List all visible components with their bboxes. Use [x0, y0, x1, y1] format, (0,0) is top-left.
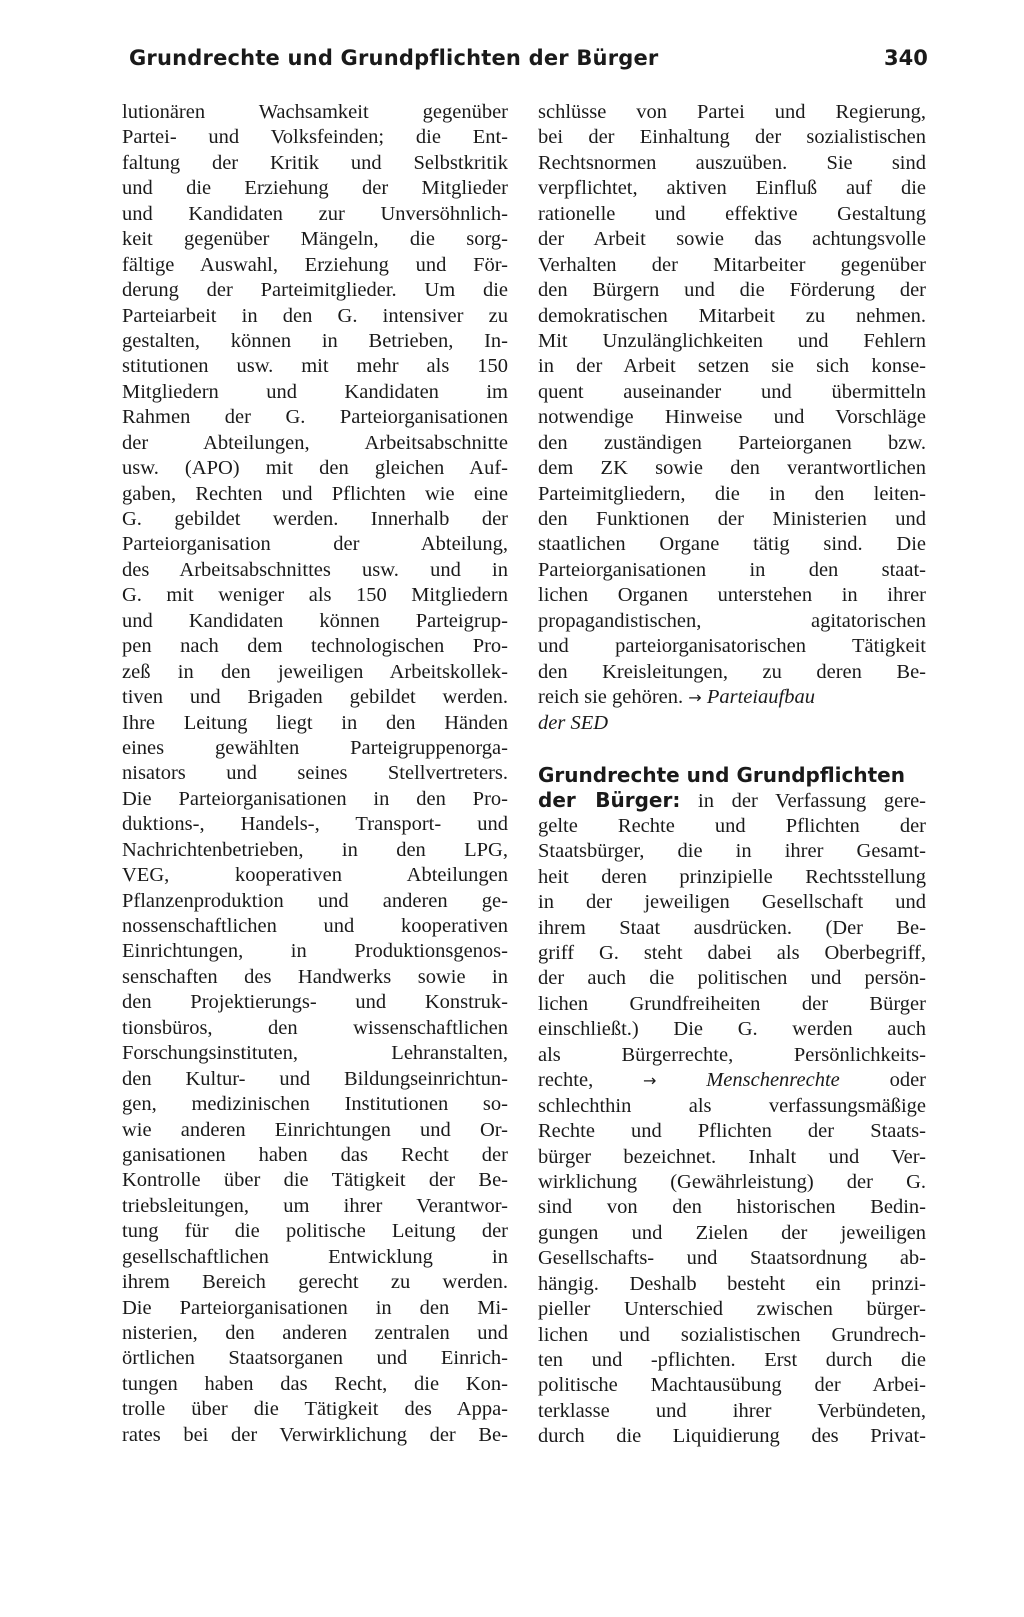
running-title: Grundrechte und Grundpflichten der Bürger [129, 46, 659, 70]
text-line: demokratischen Mitarbeit zu nehmen. [538, 304, 926, 327]
text-line: gelte Rechte und Pflichten der [538, 814, 926, 837]
crossref-suffix: oder [889, 1069, 926, 1092]
text-line: der Abteilungen, Arbeitsabschnitte [122, 431, 508, 454]
text-line: den Bürgern und die Förderung der [538, 279, 926, 302]
text-line: des Arbeitsabschnittes usw. und in [122, 558, 508, 581]
entry-separator [538, 736, 926, 763]
text-line: heit deren prinzipielle Rechtsstellung [538, 865, 926, 888]
text-line: lutionären Wachsamkeit gegenüber [122, 101, 508, 123]
text-line: den Kreisleitungen, zu deren Be- [538, 660, 926, 683]
text-line: bürger bezeichnet. Inhalt und Ver- [538, 1145, 926, 1168]
text-line: stitutionen usw. mit mehr als 150 [122, 355, 508, 378]
text-line: Staatsbürger, die in ihrer Gesamt- [538, 840, 926, 863]
text-line: der Arbeit sowie das achtungsvolle [538, 228, 926, 251]
text-line: und die Erziehung der Mitglieder [122, 177, 508, 200]
text-line: terklasse und ihrer Verbündeten, [538, 1399, 926, 1422]
text-line: tungen haben das Recht, die Kon- [122, 1372, 508, 1395]
text-line: und parteiorganisatorischen Tätigkeit [538, 635, 926, 658]
text-line: senschaften des Handwerks sowie in [122, 965, 508, 988]
text-line: tiven und Brigaden gebildet werden. [122, 686, 508, 709]
text-line: Die Parteiorganisationen in den Pro- [122, 787, 508, 810]
text-line: einschließt.) Die G. werden auch [538, 1018, 926, 1041]
text-line: sind von den historischen Bedin- [538, 1196, 926, 1219]
entry-definition-start: in der Verfassung gere- [698, 790, 927, 813]
text-line: VEG, kooperativen Abteilungen [122, 864, 508, 887]
text-line: quent auseinander und übermitteln [538, 380, 926, 403]
crossref-term-parteiaufbau[interactable]: Parteiaufbau [706, 686, 815, 709]
text-line: eines gewählten Parteigruppenorga- [122, 736, 508, 759]
entry-headword-continued: der Bürger: [538, 788, 681, 813]
text-line: Einrichtungen, in Produktionsgenos- [122, 940, 508, 963]
text-line: den zuständigen Parteiorganen bzw. [538, 431, 926, 454]
crossref-term-parteiaufbau-continued[interactable]: der SED [538, 711, 609, 734]
text-line: duktions-, Handels-, Transport- und [122, 813, 508, 836]
text-line: den Projektierungs- und Konstruk- [122, 991, 508, 1014]
text-line: ihrem Staat ausdrücken. (Der Be- [538, 916, 926, 939]
text-line: zeß in den jeweiligen Arbeitskollek- [122, 660, 508, 683]
text-line: usw. (APO) mit den gleichen Auf- [122, 457, 508, 480]
text-line: gen, medizinischen Institutionen so- [122, 1093, 508, 1116]
text-line: als Bürgerrechte, Persönlichkeits- [538, 1043, 926, 1066]
text-line: und Kandidaten zur Unversöhnlich- [122, 202, 508, 225]
text-line: pieller Unterschied zwischen bürger- [538, 1298, 926, 1321]
text-line: bei der Einhaltung der sozialistischen [538, 126, 926, 149]
text-line: keit gegenüber Mängeln, die sorg- [122, 228, 508, 251]
text-line: derung der Parteimitglieder. Um die [122, 279, 508, 302]
text-line: gungen und Zielen der jeweiligen [538, 1221, 926, 1244]
text-line: wie anderen Einrichtungen und Or- [122, 1118, 508, 1141]
text-line: ganisationen haben das Recht der [122, 1143, 508, 1166]
text-line: verpflichtet, aktiven Einfluß auf die [538, 177, 926, 200]
page-number: 340 [884, 46, 928, 70]
text-line: triebsleitungen, um ihrer Verantwor- [122, 1194, 508, 1217]
text-line: Mit Unzulänglichkeiten und Fehlern [538, 329, 926, 352]
text-line: Nachrichtenbetrieben, in den LPG, [122, 838, 508, 861]
text-line: wirklichung (Gewährleistung) der G. [538, 1170, 926, 1193]
text-line: staatlichen Organe tätig sind. Die [538, 533, 926, 556]
left-column [122, 100, 508, 1448]
text-line: Parteimitgliedern, die in den leiten- [538, 482, 926, 505]
text-line: den Funktionen der Ministerien und [538, 508, 926, 530]
text-line: Rechte und Pflichten der Staats- [538, 1120, 926, 1143]
text-line: notwendige Hinweise und Vorschläge [538, 406, 926, 429]
text-line: der auch die politischen und persön- [538, 967, 926, 990]
text-line: Ihre Leitung liegt in den Händen [122, 711, 508, 734]
text-line: Parteiorganisationen in den staat- [538, 558, 926, 581]
text-line: schlüsse von Partei und Regierung, [538, 101, 926, 123]
text-line: nisators und seines Stellvertreters. [122, 762, 508, 785]
text-line: gestalten, können in Betrieben, In- [122, 329, 508, 352]
entry-crossref-line [538, 1068, 926, 1093]
text-line: ihrem Bereich gerecht zu werden. [122, 1271, 508, 1294]
right-column [538, 100, 926, 1450]
text-line: Parteiorganisation der Abteilung, [122, 533, 508, 556]
text-line: Kontrolle über die Tätigkeit der Be- [122, 1169, 508, 1192]
text-line: pen nach dem technologischen Pro- [122, 635, 508, 658]
text-line: Rahmen der G. Parteiorganisationen [122, 406, 508, 429]
text-line: propagandistischen, agitatorischen [538, 609, 926, 632]
entry-headword: Grundrechte und Grundpflichten [538, 762, 905, 787]
text-line: Gesellschafts- und Staatsordnung ab- [538, 1247, 926, 1270]
crossref-term-menschenrechte[interactable]: Menschenrechte [706, 1069, 840, 1092]
crossref-line [538, 685, 926, 710]
text-line: nisterien, den anderen zentralen und [122, 1322, 508, 1344]
text-line: Verhalten der Mitarbeiter gegenüber [538, 253, 926, 276]
text-line: den Kultur- und Bildungseinrichtun- [122, 1067, 508, 1090]
text-line: lichen Organen unterstehen in ihrer [538, 584, 926, 607]
text-line: ten und -pflichten. Erst durch die [538, 1349, 926, 1371]
text-line: griff G. steht dabei als Oberbegriff, [538, 942, 926, 964]
text-line: und Kandidaten können Parteigrup- [122, 609, 508, 632]
text-line: gaben, Rechten und Pflichten wie eine [122, 482, 508, 505]
entry-headword-line [538, 763, 926, 788]
text-line: Forschungsinstituten, Lehranstalten, [122, 1042, 508, 1065]
text-line: schlechthin als verfassungsmäßige [538, 1094, 926, 1117]
text-line: Partei- und Volksfeinden; die Ent- [122, 126, 508, 149]
text-line: örtlichen Staatsorganen und Einrich- [122, 1347, 508, 1370]
text-line: dem ZK sowie den verantwortlichen [538, 457, 926, 480]
text-line: lichen und sozialistischen Grundrech- [538, 1323, 926, 1346]
text-line: in der Arbeit setzen sie sich konse- [538, 355, 926, 378]
text-line: trolle über die Tätigkeit des Appa- [122, 1398, 508, 1421]
text-line: tung für die politische Leitung der [122, 1220, 508, 1243]
crossref-prefix: rechte, [538, 1069, 594, 1092]
text-line: in der jeweiligen Gesellschaft und [538, 891, 926, 914]
text-line: Pflanzenproduktion und anderen ge- [122, 889, 508, 912]
text-line: lichen Grundfreiheiten der Bürger [538, 992, 926, 1015]
text-line: Die Parteiorganisationen in den Mi- [122, 1296, 508, 1319]
text-line: Mitgliedern und Kandidaten im [122, 380, 508, 403]
text-line: Parteiarbeit in den G. intensiver zu [122, 304, 508, 327]
text-line: fältige Auswahl, Erziehung und För- [122, 253, 508, 276]
text-line: gesellschaftlichen Entwicklung in [122, 1245, 508, 1268]
text-line: durch die Liquidierung des Privat- [538, 1425, 926, 1448]
text-line: rates bei der Verwirklichung der Be- [122, 1423, 508, 1446]
text-line: hängig. Deshalb besteht ein prinzi- [538, 1272, 926, 1295]
text-line: Rechtsnormen auszuüben. Sie sind [538, 151, 926, 174]
text-line: G. gebildet werden. Innerhalb der [122, 508, 508, 530]
crossref-arrow-icon: → [688, 688, 702, 708]
text-line: politische Machtausübung der Arbei- [538, 1374, 926, 1397]
text-line: G. mit weniger als 150 Mitgliedern [122, 584, 508, 607]
entry-headword-line-2 [538, 788, 926, 813]
text-line: tionsbüros, den wissenschaftlichen [122, 1016, 508, 1039]
crossref-line-continued [538, 711, 926, 736]
crossref-arrow-icon: → [643, 1071, 657, 1091]
crossref-context: reich sie gehören. [538, 686, 684, 709]
text-line: rationelle und effektive Gestaltung [538, 202, 926, 225]
text-line: faltung der Kritik und Selbstkritik [122, 151, 508, 174]
text-line: nossenschaftlichen und kooperativen [122, 915, 508, 937]
